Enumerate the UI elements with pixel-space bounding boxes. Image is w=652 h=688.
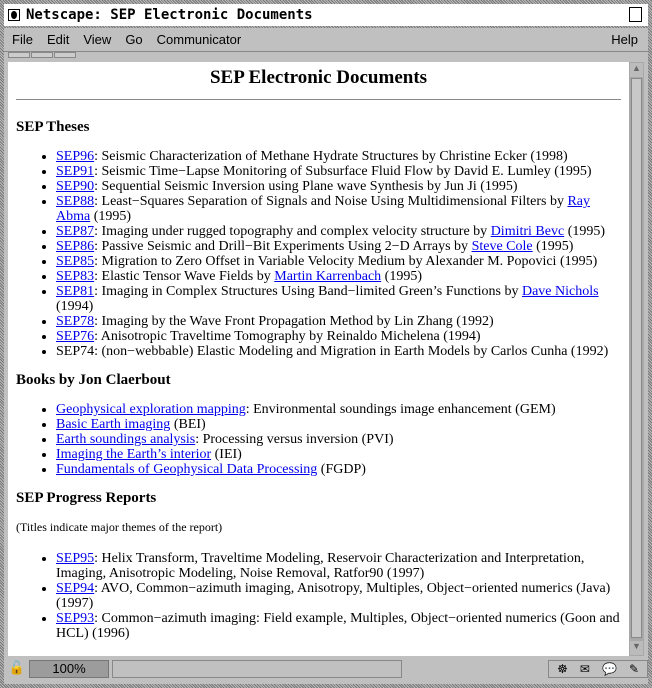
document-link[interactable]: Earth soundings analysis bbox=[56, 432, 196, 447]
section-heading: SEP Theses bbox=[16, 119, 90, 135]
divider bbox=[16, 99, 621, 100]
list-item bbox=[56, 417, 621, 432]
list-item bbox=[56, 194, 621, 224]
window-title: Netscape: SEP Electronic Documents bbox=[26, 7, 313, 23]
document-list bbox=[56, 149, 621, 359]
document-link[interactable]: Basic Earth imaging bbox=[56, 417, 171, 432]
section-heading: SEP Progress Reports bbox=[16, 490, 157, 506]
list-item bbox=[56, 179, 621, 194]
scroll-up-icon[interactable]: ▲ bbox=[630, 63, 643, 77]
status-message bbox=[112, 660, 402, 678]
item-text: : Anisotropic Traveltime Tomography by Reinaldo Michelena (1994) bbox=[94, 329, 481, 344]
item-text: : Common−azimuth imaging: Field example, Multiples, Object−oriented numerics (Goon and HCL) (1996) bbox=[56, 611, 620, 641]
item-text: : Least−Squares Separation of Signals and Noise Using Multidimensional Filters by bbox=[94, 194, 568, 209]
menu-edit[interactable]: Edit bbox=[46, 32, 70, 47]
item-text: SEP74: (non−webbable) Elastic Modeling and Migration in Earth Models by Carlos Cunha (1992) bbox=[56, 344, 609, 359]
item-text: : AVO, Common−azimuth imaging, Anisotropy, Multiples, Object−oriented numerics (Java) (1997) bbox=[56, 581, 611, 611]
list-item bbox=[56, 239, 621, 254]
document-link[interactable]: SEP81 bbox=[56, 284, 95, 299]
menu-go[interactable]: Go bbox=[125, 32, 143, 47]
document-link[interactable]: SEP93 bbox=[56, 611, 95, 626]
document-link[interactable]: SEP90 bbox=[56, 179, 95, 194]
section-heading: Books by Jon Claerbout bbox=[16, 372, 171, 388]
scroll-thumb[interactable] bbox=[631, 78, 642, 638]
toolbar-toggle[interactable] bbox=[8, 52, 30, 58]
item-text: : Passive Seismic and Drill−Bit Experiments Using 2−D Arrays by bbox=[94, 239, 472, 254]
list-item bbox=[56, 314, 621, 329]
list-item bbox=[56, 254, 621, 269]
item-text: : Seismic Characterization of Methane Hydrate Structures by Christine Ecker (1998) bbox=[94, 149, 568, 164]
navigator-icon[interactable]: ☸ bbox=[557, 662, 568, 676]
document-link[interactable]: SEP87 bbox=[56, 224, 95, 239]
document-link[interactable]: SEP94 bbox=[56, 581, 95, 596]
document-link[interactable]: SEP96 bbox=[56, 149, 95, 164]
toolbar-toggle[interactable] bbox=[54, 52, 76, 58]
list-item bbox=[56, 329, 621, 344]
status-bar bbox=[4, 658, 648, 680]
list-item bbox=[56, 402, 621, 417]
item-text: (1995) bbox=[90, 209, 132, 224]
list-item bbox=[56, 344, 621, 359]
document-link[interactable]: Martin Karrenbach bbox=[274, 269, 382, 284]
document-link[interactable]: SEP95 bbox=[56, 551, 95, 566]
list-item bbox=[56, 462, 621, 477]
item-text: (BEI) bbox=[170, 417, 206, 432]
document-link[interactable]: SEP88 bbox=[56, 194, 95, 209]
list-item bbox=[56, 164, 621, 179]
mail-icon[interactable]: ✉ bbox=[579, 662, 590, 676]
item-text: : Environmental soundings image enhancement (GEM) bbox=[245, 402, 556, 417]
window-menu-icon[interactable] bbox=[8, 9, 20, 21]
item-text: : Seismic Time−Lapse Monitoring of Subsurface Fluid Flow by David E. Lumley (1995) bbox=[94, 164, 592, 179]
toolbar-toggle[interactable] bbox=[31, 52, 53, 58]
list-item bbox=[56, 447, 621, 462]
item-text: (FGDP) bbox=[317, 462, 366, 477]
list-item bbox=[56, 269, 621, 284]
item-text: : Sequential Seismic Inversion using Plane wave Synthesis by Jun Ji (1995) bbox=[94, 179, 518, 194]
document-link[interactable]: Ray Abma bbox=[56, 194, 591, 224]
list-item bbox=[56, 432, 621, 447]
maximize-icon[interactable] bbox=[629, 7, 642, 22]
item-text: (1995) bbox=[381, 269, 422, 284]
item-text: : Imaging in Complex Structures Using Band−limited Green’s Functions by bbox=[94, 284, 522, 299]
item-text: (1994) bbox=[56, 299, 94, 314]
document-list bbox=[56, 402, 621, 477]
item-text: : Imaging by the Wave Front Propagation Method by Lin Zhang (1992) bbox=[94, 314, 494, 329]
list-item bbox=[56, 284, 621, 314]
document-list bbox=[56, 551, 621, 641]
discussions-icon[interactable]: 💬 bbox=[601, 662, 617, 676]
document-link[interactable]: SEP76 bbox=[56, 329, 95, 344]
page-content bbox=[8, 62, 629, 656]
collapsed-toolbars bbox=[4, 52, 648, 60]
item-text: : Processing versus inversion (PVI) bbox=[195, 432, 394, 447]
progress-percent: 100% bbox=[29, 660, 109, 678]
item-text: : Elastic Tensor Wave Fields by bbox=[94, 269, 275, 284]
item-text: (1995) bbox=[564, 224, 606, 239]
document-link[interactable]: Dimitri Bevc bbox=[490, 224, 565, 239]
document-link[interactable]: Dave Nichols bbox=[521, 284, 599, 299]
list-item bbox=[56, 581, 621, 611]
document-link[interactable]: SEP91 bbox=[56, 164, 95, 179]
menu-file[interactable]: File bbox=[12, 32, 33, 47]
document-link[interactable]: SEP85 bbox=[56, 254, 95, 269]
item-text: (1995) bbox=[532, 239, 574, 254]
vertical-scrollbar[interactable] bbox=[629, 62, 644, 656]
menu-bar bbox=[4, 28, 648, 52]
item-text: : Imaging under rugged topography and complex velocity structure by bbox=[94, 224, 491, 239]
list-item bbox=[56, 611, 621, 641]
document-link[interactable]: Imaging the Earth’s interior bbox=[56, 447, 212, 462]
component-bar bbox=[548, 660, 648, 678]
list-item bbox=[56, 224, 621, 239]
document-link[interactable]: Steve Cole bbox=[471, 239, 533, 254]
browser-window bbox=[4, 28, 648, 684]
document-link[interactable]: Fundamentals of Geophysical Data Processing bbox=[56, 462, 318, 477]
list-item bbox=[56, 149, 621, 164]
menu-view[interactable]: View bbox=[83, 32, 112, 47]
section-note: (Titles indicate major themes of the report) bbox=[16, 520, 223, 534]
document-link[interactable]: Geophysical exploration mapping bbox=[56, 402, 246, 417]
item-text: (IEI) bbox=[211, 447, 242, 462]
title-bar bbox=[4, 4, 648, 26]
item-text: : Migration to Zero Offset in Variable Velocity Medium by Alexander M. Popovici (1995) bbox=[94, 254, 598, 269]
list-item bbox=[56, 551, 621, 581]
menu-communicator[interactable]: Communicator bbox=[156, 32, 242, 47]
document-link[interactable]: SEP83 bbox=[56, 269, 95, 284]
menu-help[interactable]: Help bbox=[611, 32, 638, 47]
page-title: SEP Electronic Documents bbox=[209, 67, 428, 88]
security-lock-icon[interactable]: 🔓 bbox=[8, 660, 26, 675]
document-link[interactable]: SEP86 bbox=[56, 239, 95, 254]
document-link[interactable]: SEP78 bbox=[56, 314, 95, 329]
scroll-down-icon[interactable]: ▼ bbox=[630, 641, 643, 655]
item-text: : Helix Transform, Traveltime Modeling, Reservoir Characterization and Interpretation, Imaging, Anisotropic Modeling, Noise Removal, Ratfor90 (1997) bbox=[56, 551, 585, 581]
composer-icon[interactable]: ✎ bbox=[628, 662, 639, 676]
